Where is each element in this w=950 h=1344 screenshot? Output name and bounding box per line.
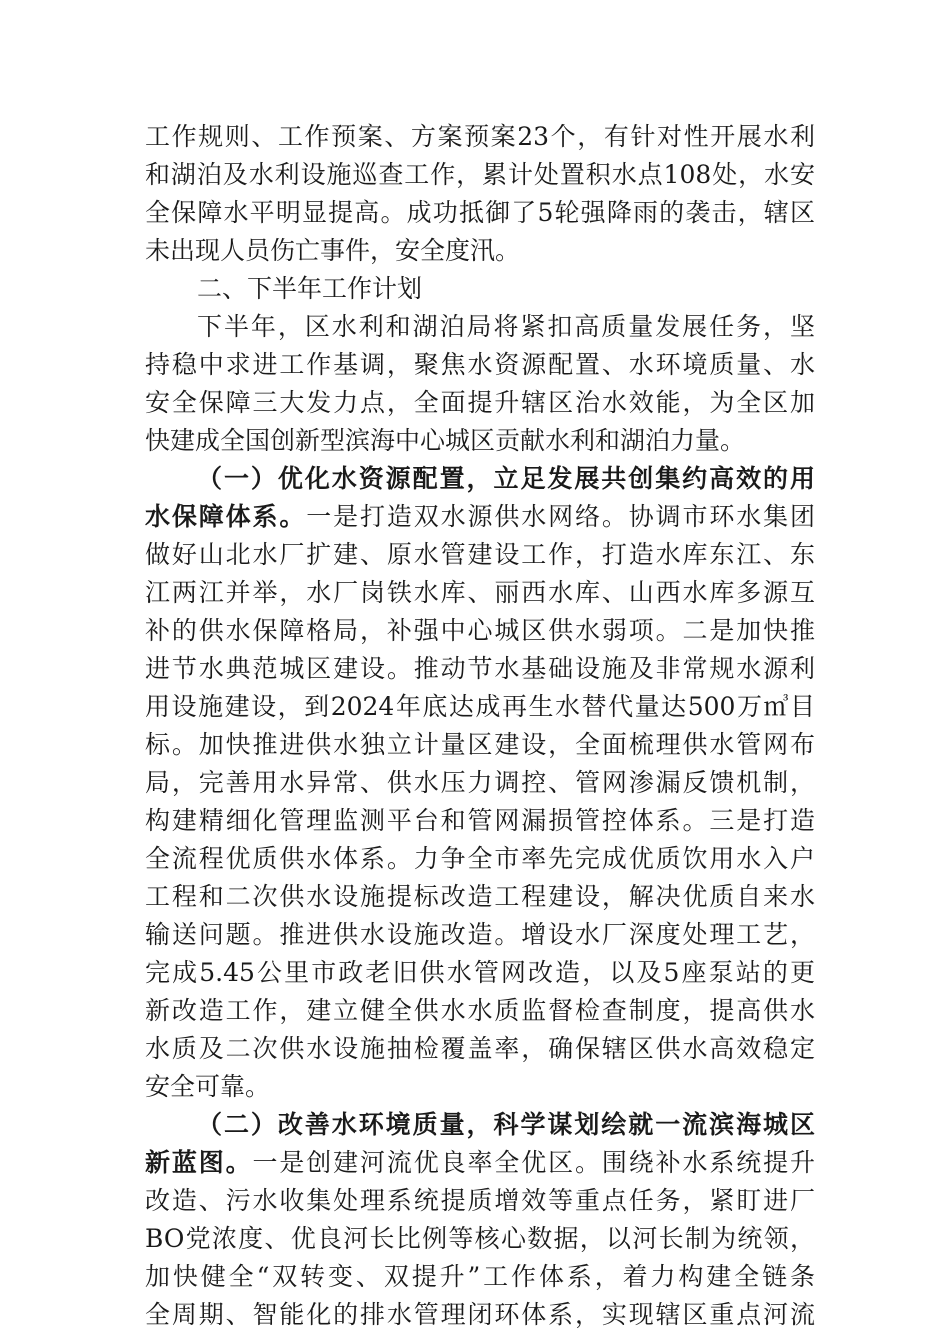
paragraph-line: 和湖泊及水利设施巡查工作，累计处置积水点108处，水安 [145,160,815,189]
paragraph-line [145,1106,815,1144]
paragraph-line: 改造、污水收集处理系统提质增效等重点任务，紧盯进厂 [145,1186,815,1215]
paragraph-line: 江两江并举，水厂岗铁水库、丽西水库、山西水库多源互 [145,578,815,607]
paragraph-line: 新改造工作，建立健全供水水质监督检查制度，提高供水 [145,996,815,1025]
paragraph-line: 安全可靠。 [145,1072,271,1101]
bold-lead-text: 水保障体系。 [145,502,307,531]
paragraph-line: 新蓝图。一是创建河流优良率全优区。围绕补水系统提升 [145,1148,815,1177]
paragraph-line: 全周期、智能化的排水管理闭环体系，实现辖区重点河流 [145,1300,815,1329]
paragraph-line: 未出现人员伤亡事件，安全度汛。 [145,236,521,265]
paragraph-line: 标。加快推进供水独立计量区建设，全面梳理供水管网布 [145,730,815,759]
paragraph-line: BO党浓度、优良河长比例等核心数据，以河长制为统领， [145,1224,815,1253]
paragraph-line: 用设施建设，到2024年底达成再生水替代量达500万㎥目 [145,692,815,721]
paragraph-line: 做好山北水厂扩建、原水管建设工作，打造水库东江、东 [145,540,815,569]
paragraph-line: 全流程优质供水体系。力争全市率先完成优质饮用水入户 [145,844,815,873]
paragraph-line: 进节水典范城区建设。推动节水基础设施及非常规水源利 [145,654,815,683]
bold-lead-text: （一）优化水资源配置，立足发展共创集约高效的用 [197,464,815,493]
paragraph-line: 水保障体系。一是打造双水源供水网络。协调市环水集团 [145,502,815,531]
paragraph-line: 补的供水保障格局，补强中心城区供水弱项。二是加快推 [145,616,815,645]
paragraph-line: 输送问题。推进供水设施改造。增设水厂深度处理工艺， [145,920,815,949]
paragraph-line: 下半年，区水利和湖泊局将紧扣高质量发展任务，坚 [197,312,815,341]
paragraph-line: 加快健全“双转变、双提升”工作体系，着力构建全链条 [145,1262,815,1291]
paragraph-line: 快建成全国创新型滨海中心城区贡献水利和湖泊力量。 [145,426,746,455]
paragraph-line: 持稳中求进工作基调，聚焦水资源配置、水环境质量、水 [145,350,815,379]
paragraph-line: 安全保障三大发力点，全面提升辖区治水效能，为全区加 [145,388,815,417]
paragraph-line: 工作规则、工作预案、方案预案23个，有针对性开展水利 [145,122,815,151]
paragraph-line: 构建精细化管理监测平台和管网漏损管控体系。三是打造 [145,806,815,835]
paragraph-line: 完成5.45公里市政老旧供水管网改造，以及5座泵站的更 [145,958,815,987]
paragraph-line: 全保障水平明显提高。成功抵御了5轮强降雨的袭击，辖区 [145,198,815,227]
paragraph-line [145,460,815,498]
bold-lead-text: （二）改善水环境质量，科学谋划绘就一流滨海城区 [197,1110,815,1139]
bold-lead-text: 新蓝图。 [145,1148,253,1177]
paragraph-line: 工程和二次供水设施提标改造工程建设，解决优质自来水 [145,882,815,911]
document-body [145,118,815,1334]
section-heading: 二、下半年工作计划 [197,274,423,303]
paragraph-line: 水质及二次供水设施抽检覆盖率，确保辖区供水高效稳定 [145,1034,815,1063]
paragraph-line: 局，完善用水异常、供水压力调控、管网渗漏反馈机制， [145,768,815,797]
